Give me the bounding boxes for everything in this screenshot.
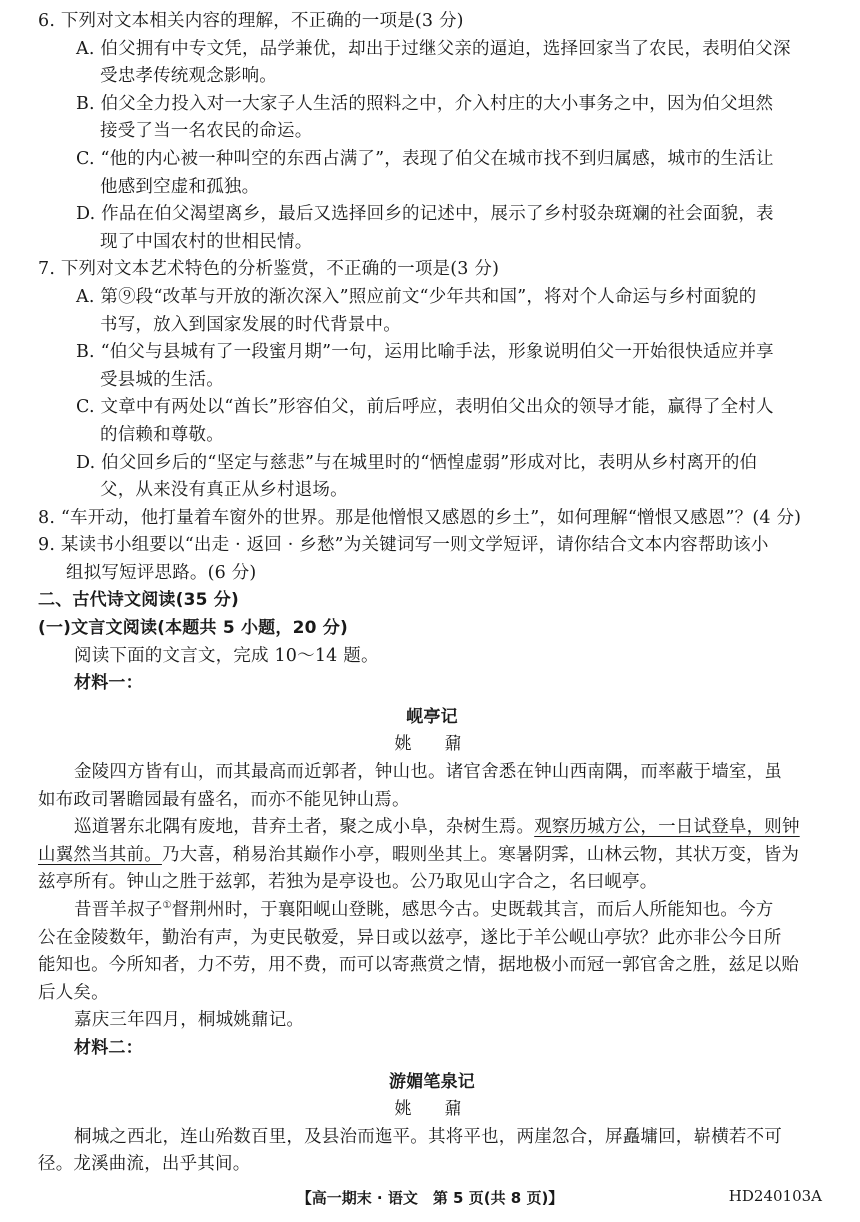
- material-two-text: [38, 1124, 826, 1179]
- footer-exam-code: HD240103A: [728, 1187, 822, 1205]
- q7-option-d-cont: 父，从来没有真正从乡村退场。: [100, 480, 348, 501]
- paragraph-line: 桐城之西北，连山殆数百里，及县治而迤平。其将平也，两崖忽合，屏矗墉回，崭横若不可: [74, 1126, 782, 1147]
- q6-option-b: B. 伯父全力投入对一大家子人生活的照料之中，介入村庄的大小事务之中，因为伯父坦然: [76, 93, 774, 114]
- material-one-title: 岘亭记: [406, 706, 458, 727]
- paragraph-line: 金陵四方皆有山，而其最高而近郭者，钟山也。诸官舍悉在钟山西南隅，而率蔽于墙室，虽: [74, 762, 782, 783]
- paragraph-line: 兹亭所有。钟山之胜于兹郭，若独为是亭设也。公乃取见山字合之，名曰岘亭。: [38, 872, 658, 893]
- q6-option-c-cont: 他感到空虚和孤独。: [100, 176, 260, 197]
- q7-option-a: A. 第⑨段“改革与开放的渐次深入”照应前文“少年共和国”，将对个人命运与乡村面貌的: [76, 286, 757, 307]
- footer-page-info: 【高一期末 · 语文 第 5 页(共 8 页)】: [296, 1189, 564, 1207]
- q7-option-c-cont: 的信赖和尊敬。: [100, 424, 224, 445]
- q6-option-a-cont: 受忠孝传统观念影响。: [100, 66, 277, 87]
- paragraph-text: 督荆州时，于襄阳岘山登眺，感思今古。史既载其言，而后人所能知也。今方: [171, 900, 774, 920]
- subsection-heading-wenyan: (一)文言文阅读(本题共 5 小题，20 分): [38, 618, 348, 639]
- paragraph-text: 乃大喜，稍易治其巅作小亭，暇则坐其上。寒暑阴霁，山林云物，其状万变，皆为: [161, 844, 800, 865]
- footnote-marker: ①: [162, 900, 172, 912]
- q6-option-a: A. 伯父拥有中专文凭，品学兼优，却出于过继父亲的逼迫，选择回家当了农民，表明伯父深: [76, 38, 791, 59]
- paragraph-line: 能知也。今所知者，力不劳，用不费，而可以寄燕赏之情，据地极小而冠一郭官舍之胜，兹足以贻: [38, 955, 800, 976]
- q6-option-d: D. 作品在伯父渴望离乡，最后又选择回乡的记述中，展示了乡村驳杂斑斓的社会面貌，表: [76, 204, 774, 225]
- q9-stem: 9. 某读书小组要以“出走 · 返回 · 乡愁”为关键词写一则文学短评，请你结合文本内容帮助该小: [38, 535, 769, 556]
- paragraph-line: [38, 842, 826, 870]
- paragraph-line: [38, 814, 826, 842]
- exam-page: [38, 8, 826, 1179]
- paragraph-text: 昔晋羊叔子: [74, 900, 163, 920]
- paragraph-line: [38, 897, 826, 925]
- q7-option-b: B. “伯父与县城有了一段蜜月期”一句，运用比喻手法，形象说明伯父一开始很快适应并享: [76, 342, 774, 363]
- q7-option-c: C. 文章中有两处以“酋长”形容伯父，前后呼应，表明伯父出众的领导才能，赢得了全村人: [76, 397, 774, 418]
- q9-stem-cont: 组拟写短评思路。(6 分): [66, 562, 257, 583]
- q6-option-b-cont: 接受了当一名农民的命运。: [100, 121, 313, 142]
- paragraph-line: 如布政司署瞻园最有盛名，而亦不能见钟山焉。: [38, 789, 410, 810]
- q7-option-b-cont: 受县城的生活。: [100, 369, 224, 390]
- material-one-text: [38, 759, 826, 1035]
- material-one-author: 姚 鼐: [394, 734, 470, 755]
- material-two-author: 姚 鼐: [394, 1099, 470, 1120]
- q7-option-d: D. 伯父回乡后的“坚定与慈悲”与在城里时的“恓惶虚弱”形成对比，表明从乡村离开的伯: [76, 452, 758, 473]
- material-two-title: 游媚笔泉记: [389, 1071, 475, 1092]
- q7-option-a-cont: 书写，放入到国家发展的时代背景中。: [100, 314, 401, 335]
- paragraph-line: 嘉庆三年四月，桐城姚鼐记。: [74, 1010, 305, 1031]
- underlined-sentence-cont: 山翼然当其前。: [38, 844, 162, 865]
- q7-stem: 7. 下列对文本艺术特色的分析鉴赏，不正确的一项是(3 分): [38, 259, 500, 280]
- paragraph-line: 公在金陵数年，勤治有声，为吏民敬爱，异日或以兹亭，遂比于羊公岘山亭欤？此亦非公今日所: [38, 927, 782, 948]
- q6-option-c: C. “他的内心被一种叫空的东西占满了”，表现了伯父在城市找不到归属感，城市的生活让: [76, 148, 774, 169]
- paragraph-text: 巡道署东北隅有废地，昔弃土者，聚之成小阜，杂树生焉。: [74, 817, 535, 838]
- section-heading-classical: 二、古代诗文阅读(35 分): [38, 590, 239, 611]
- material-one-label: 材料一：: [74, 673, 143, 694]
- page-footer: [0, 1187, 860, 1213]
- reading-instruction: 阅读下面的文言文，完成 10～14 题。: [74, 645, 379, 666]
- paragraph-line: 后人矣。: [38, 982, 109, 1003]
- q6-stem: 6. 下列对文本相关内容的理解，不正确的一项是(3 分): [38, 11, 464, 31]
- paragraph-line: 径。龙溪曲流，出乎其间。: [38, 1154, 251, 1175]
- material-two-label: 材料二：: [74, 1037, 143, 1058]
- underlined-sentence: 观察历城方公，一日试登阜，则钟: [534, 817, 800, 838]
- q6-option-d-cont: 现了中国农村的世相民情。: [100, 231, 313, 252]
- q8-stem: 8. “车开动，他打量着车窗外的世界。那是他憎恨又感恩的乡土”，如何理解“憎恨又感恩”？(4 分): [38, 507, 802, 528]
